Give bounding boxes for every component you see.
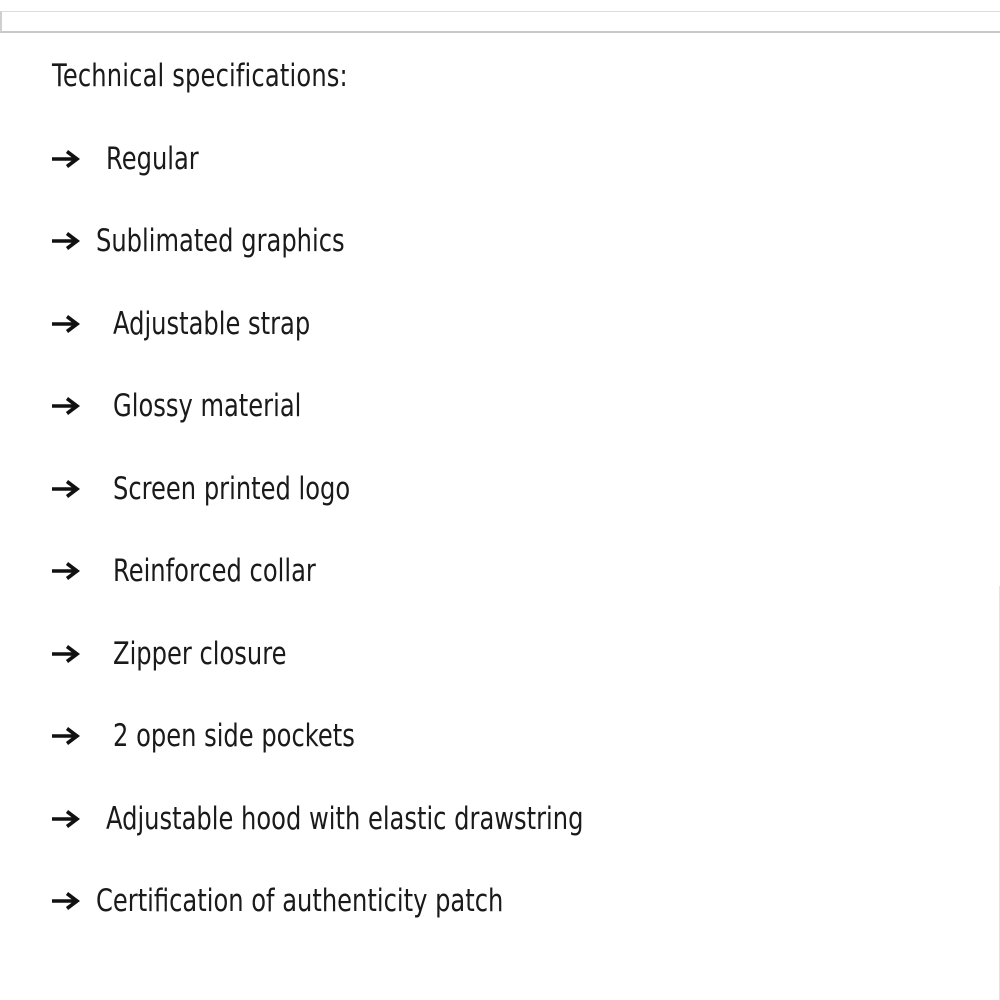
arrow-right-icon xyxy=(52,561,84,581)
spec-item-adjustable-hood xyxy=(52,799,718,839)
spec-label: Adjustable strap xyxy=(113,306,311,342)
spec-label: Sublimated graphics xyxy=(96,223,345,259)
arrow-right-icon xyxy=(52,644,84,664)
arrow-right-icon xyxy=(52,891,84,911)
top-frame-bar xyxy=(0,11,1000,33)
spec-label: Zipper closure xyxy=(113,636,287,672)
arrow-right-icon xyxy=(52,396,84,416)
arrow-right-icon xyxy=(52,314,84,334)
arrow-right-icon xyxy=(52,231,84,251)
spec-heading: Technical specifications: xyxy=(52,58,348,94)
arrow-right-icon xyxy=(52,149,84,169)
spec-label: Adjustable hood with elastic drawstring xyxy=(106,801,584,837)
spec-item-glossy-material xyxy=(52,386,355,426)
spec-label: 2 open side pockets xyxy=(113,718,355,754)
arrow-right-icon xyxy=(52,726,84,746)
spec-item-reinforced-collar xyxy=(52,551,373,591)
spec-item-adjustable-strap xyxy=(52,304,366,344)
spec-label: Certification of authenticity patch xyxy=(96,883,504,919)
spec-label: Glossy material xyxy=(113,388,302,424)
spec-item-side-pockets xyxy=(52,716,423,756)
arrow-right-icon xyxy=(52,809,84,829)
spec-item-sublimated-graphics xyxy=(52,221,415,261)
spec-label: Reinforced collar xyxy=(113,553,316,589)
spec-item-regular xyxy=(52,139,225,179)
spec-item-screen-printed-logo xyxy=(52,469,417,509)
arrow-right-icon xyxy=(52,479,84,499)
spec-item-zipper-closure xyxy=(52,634,335,674)
spec-label: Regular xyxy=(106,141,199,177)
spec-label: Screen printed logo xyxy=(113,471,351,507)
spec-item-authenticity-patch xyxy=(52,881,618,921)
